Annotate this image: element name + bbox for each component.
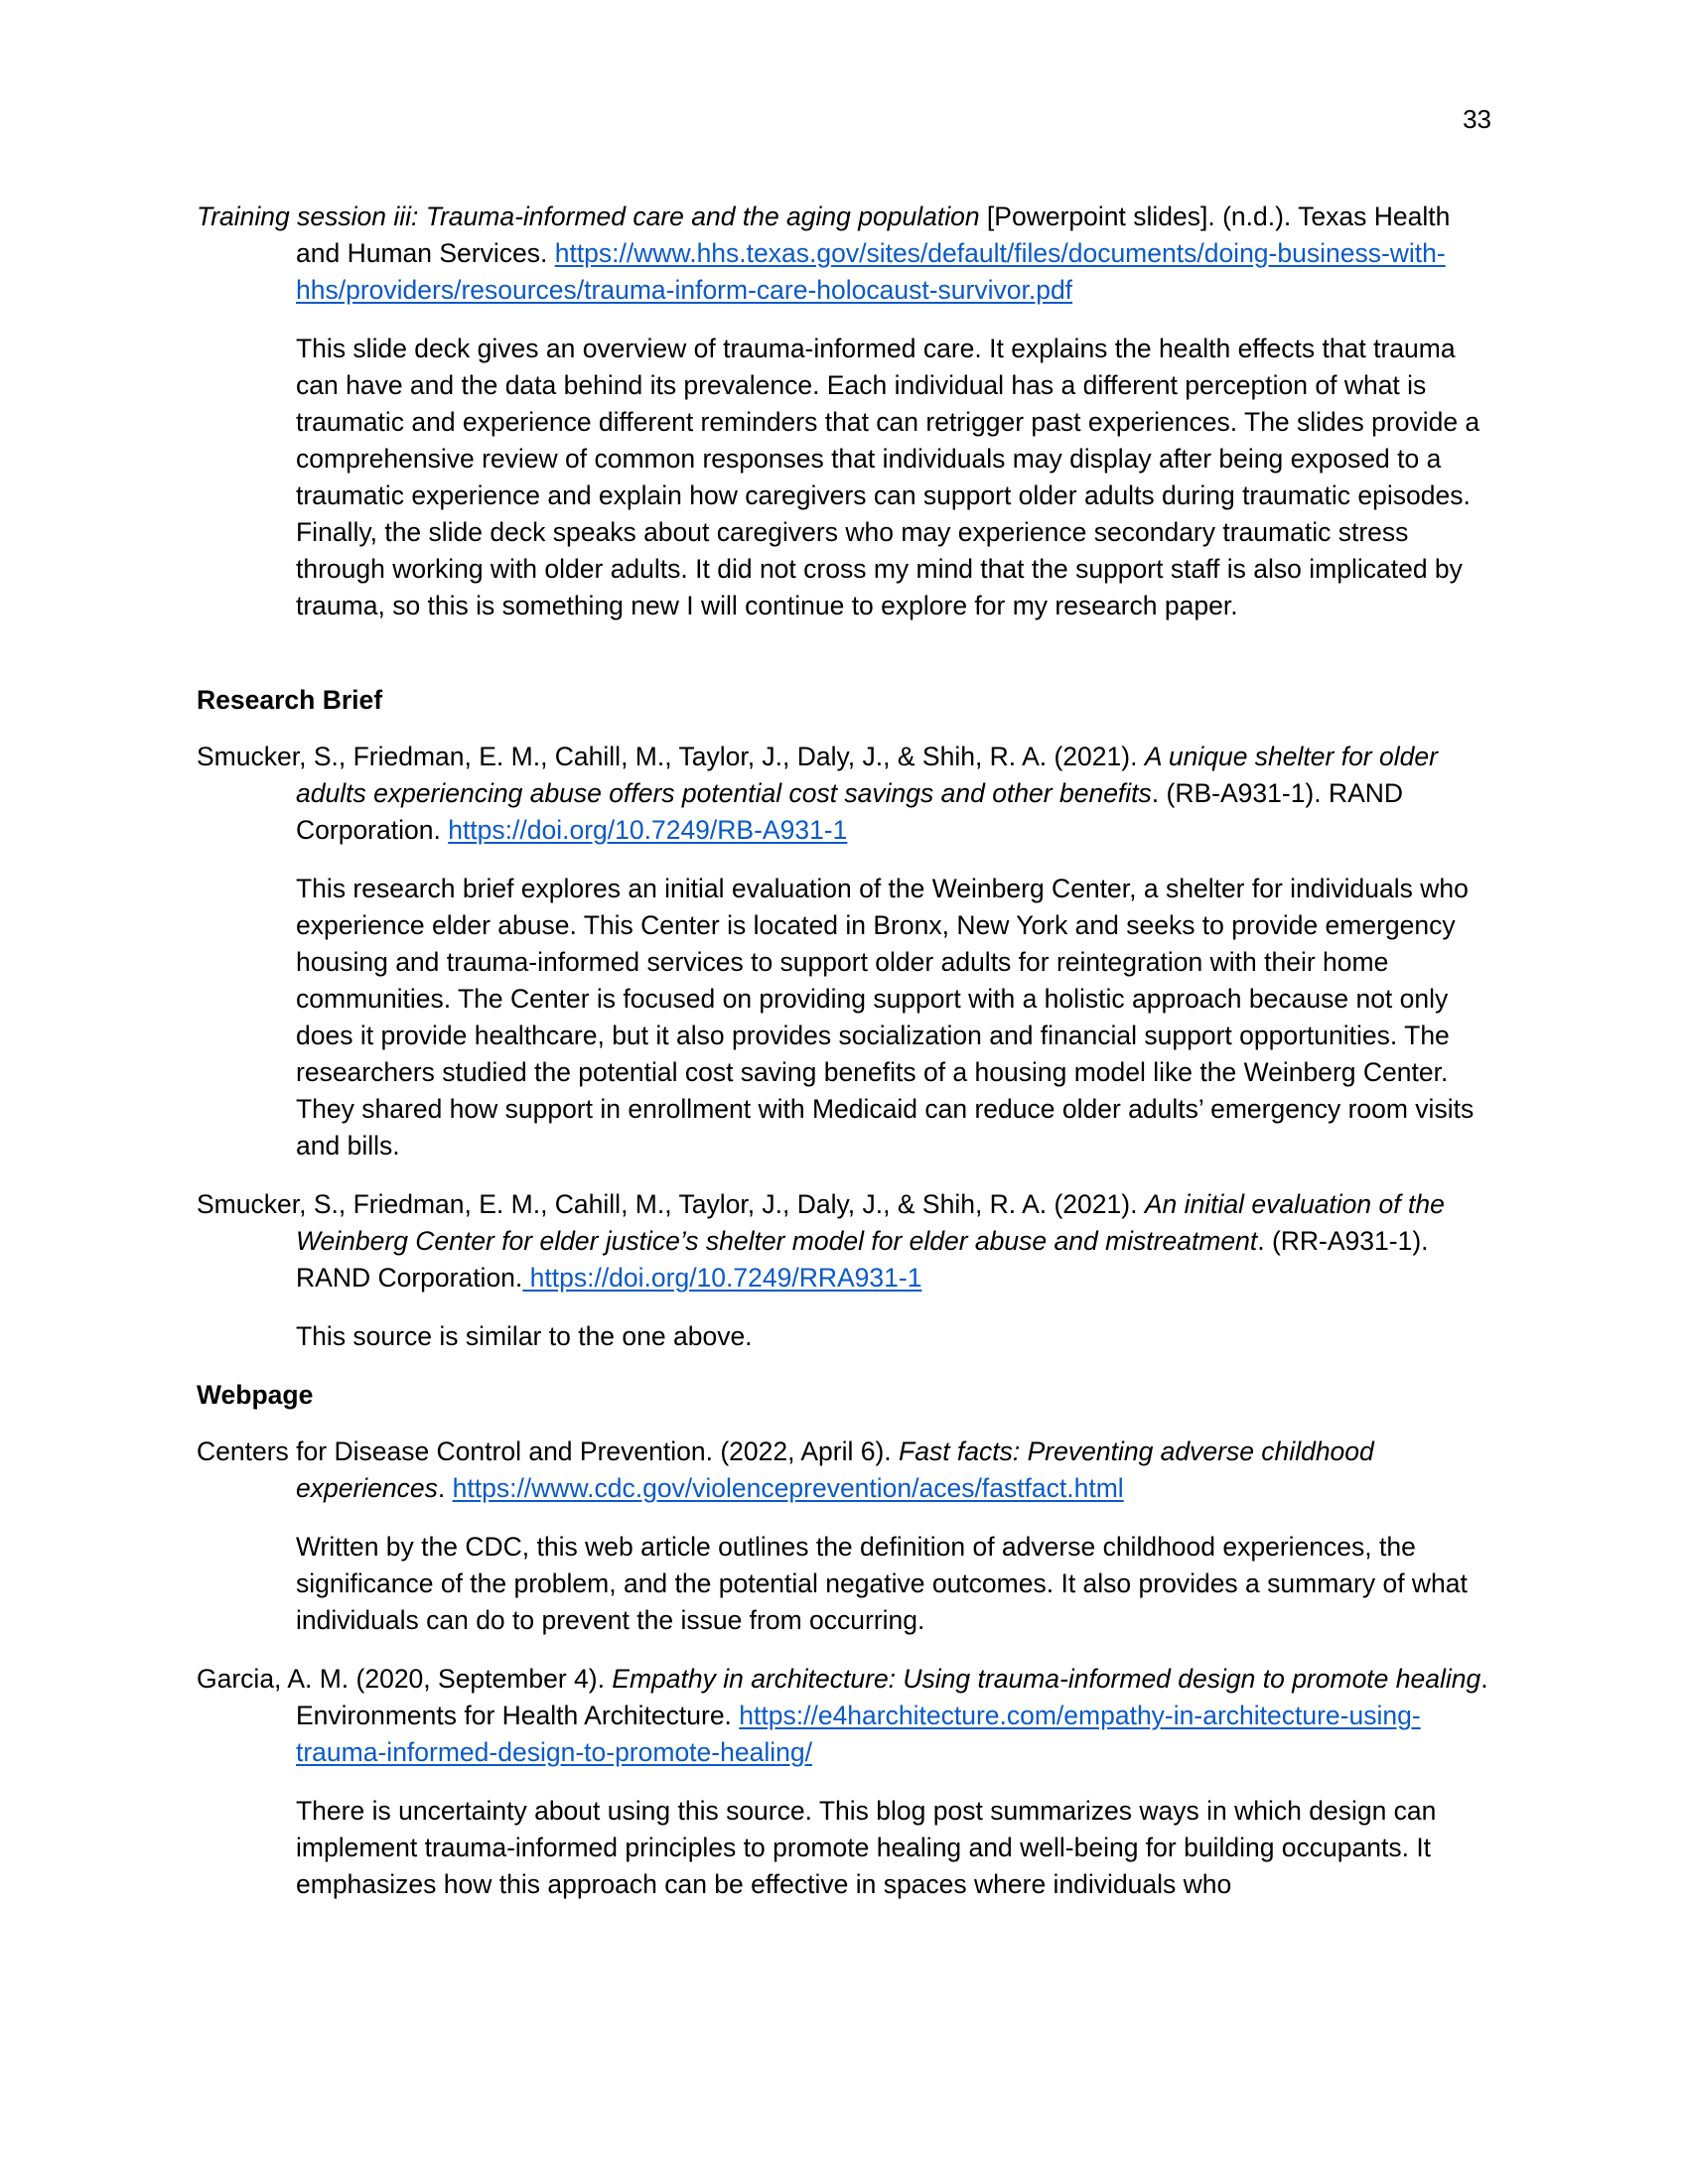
- citation-details: . Environments for Health Architecture.: [296, 1664, 1488, 1730]
- citation-title: An initial evaluation of the Weinberg Center for elder justice’s shelter model for elder abuse and mistreatment: [296, 1189, 1445, 1256]
- section-heading-research-brief: Research Brief: [197, 685, 383, 715]
- annotation-paragraph: This slide deck gives an overview of trauma-informed care. It explains the health effects that trauma can have and the data behind its prevalence. Each individual has a different perception of what is traumatic and experience different reminders that can retrigger past experiences. The slides provide a comprehensive review of common responses that individuals may display after being exposed to a traumatic experience and explain how caregivers can support older adults during traumatic episodes. Finally, the slide deck speaks about caregivers who may experience secondary traumatic stress through working with older adults. It did not cross my mind that the support staff is also implicated by trauma, so this is something new I will continue to explore for my research paper.: [296, 334, 1480, 620]
- reference-entry-empathy-architecture: [197, 1661, 1489, 1903]
- reference-entry-training-session: [197, 199, 1489, 624]
- annotation-paragraph: This source is similar to the one above.: [296, 1321, 753, 1351]
- citation-title: Empathy in architecture: Using trauma-informed design to promote healing: [612, 1664, 1481, 1694]
- annotation-paragraph: There is uncertainty about using this source. This blog post summarizes ways in which design can implement trauma-informed principles to promote healing and well-being for building occupants. It emphasizes how this approach can be effective in spaces where individuals who: [296, 1796, 1437, 1899]
- citation-authors: Smucker, S., Friedman, E. M., Cahill, M., Taylor, J., Daly, J., & Shih, R. A. (2021).: [197, 742, 1145, 771]
- citation-link[interactable]: https://doi.org/10.7249/RB-A931-1: [448, 815, 848, 845]
- citation: [197, 199, 1489, 309]
- citation: [197, 1433, 1489, 1507]
- citation-title: Training session iii: Trauma-informed care and the aging population: [197, 202, 980, 231]
- citation-link[interactable]: https://www.hhs.texas.gov/sites/default/files/documents/doing-business-with-hhs/providers/resources/trauma-inform-care-holocaust-survivor.pdf: [296, 238, 1446, 305]
- citation-link[interactable]: https://e4harchitecture.com/empathy-in-architecture-using-trauma-informed-design-to-promote-healing/: [296, 1701, 1421, 1767]
- reference-entry-initial-evaluation: [197, 1186, 1489, 1355]
- citation-details: [Powerpoint slides]. (n.d.). Texas Health and Human Services.: [296, 202, 1451, 268]
- citation-details: .: [437, 1473, 453, 1503]
- page-number: 33: [1463, 104, 1491, 134]
- reference-entry-cdc-fast-facts: [197, 1433, 1489, 1639]
- reference-entry-unique-shelter: [197, 739, 1489, 1164]
- citation-title: Fast facts: Preventing adverse childhood experiences: [296, 1436, 1374, 1503]
- citation-link[interactable]: https://www.cdc.gov/violenceprevention/aces/fastfact.html: [452, 1473, 1124, 1503]
- section-heading-webpage: Webpage: [197, 1380, 314, 1410]
- citation-title: A unique shelter for older adults experiencing abuse offers potential cost savings and other benefits: [296, 742, 1438, 808]
- annotation-paragraph: This research brief explores an initial evaluation of the Weinberg Center, a shelter for individuals who experience elder abuse. This Center is located in Bronx, New York and seeks to provide emergency housing and trauma-informed services to support older adults for reintegration with their home communities. The Center is focused on providing support with a holistic approach because not only does it provide healthcare, but it also provides socialization and financial support opportunities. The researchers studied the potential cost saving benefits of a housing model like the Weinberg Center. They shared how support in enrollment with Medicaid can reduce older adults’ emergency room visits and bills.: [296, 874, 1475, 1160]
- annotation-paragraph: Written by the CDC, this web article outlines the definition of adverse childhood experiences, the significance of the problem, and the potential negative outcomes. It also provides a summary of what individuals can do to prevent the issue from occurring.: [296, 1532, 1468, 1635]
- citation: [197, 739, 1489, 849]
- reference-list: [197, 199, 1489, 1903]
- citation: [197, 1186, 1489, 1297]
- citation-link[interactable]: https://doi.org/10.7249/RRA931-1: [522, 1263, 922, 1293]
- citation-details: . (RB-A931-1). RAND Corporation.: [296, 778, 1404, 845]
- citation: [197, 1661, 1489, 1771]
- citation-authors: Centers for Disease Control and Prevention. (2022, April 6).: [197, 1436, 900, 1466]
- citation-authors: Garcia, A. M. (2020, September 4).: [197, 1664, 613, 1694]
- citation-authors: Smucker, S., Friedman, E. M., Cahill, M., Taylor, J., Daly, J., & Shih, R. A. (2021).: [197, 1189, 1145, 1219]
- citation-details: . (RR-A931-1). RAND Corporation.: [296, 1226, 1429, 1293]
